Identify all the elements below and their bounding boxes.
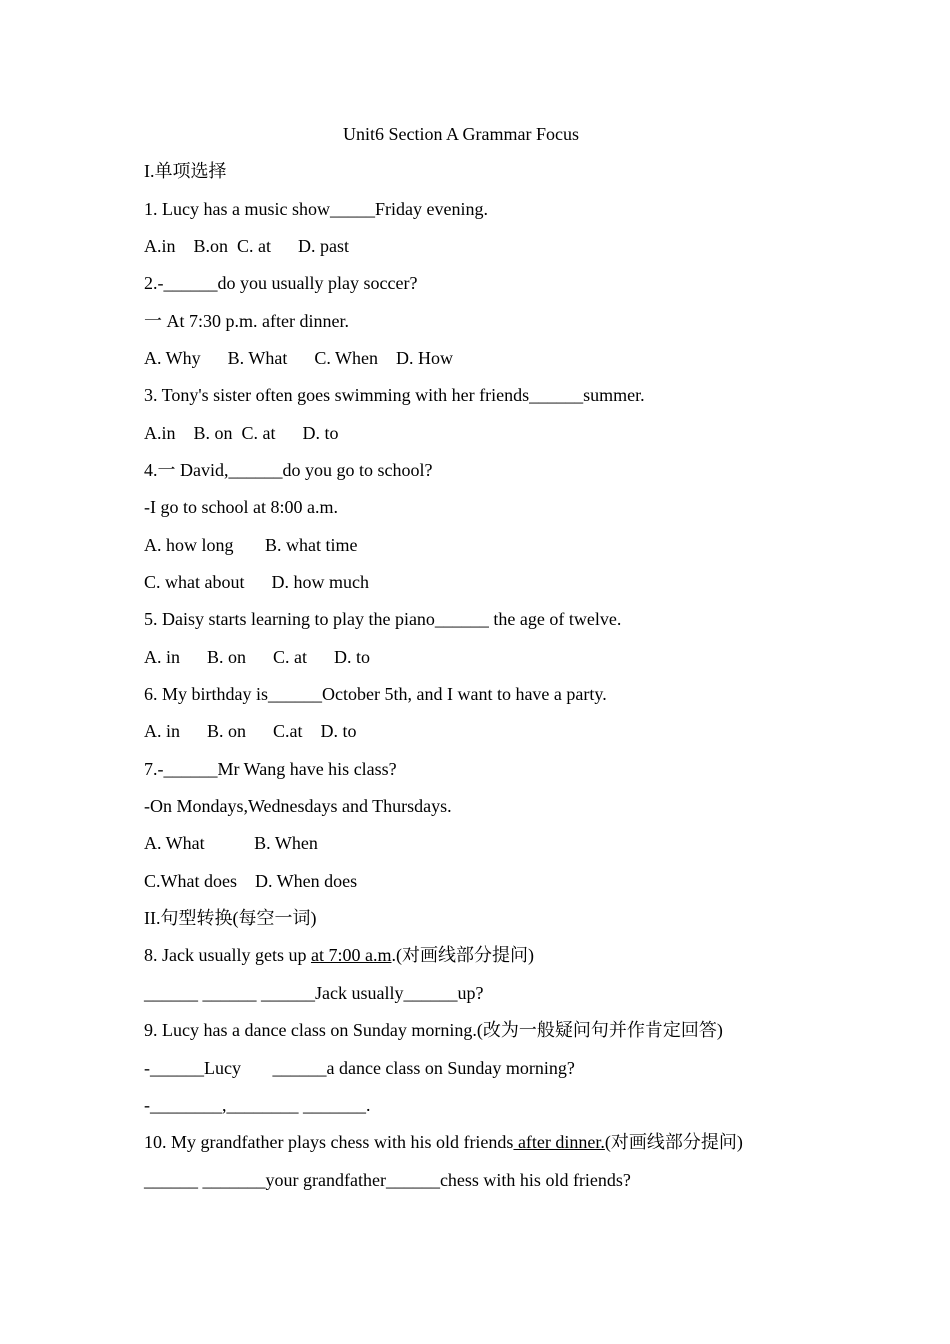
question-1-stem: 1. Lucy has a music show_____Friday evening. — [144, 199, 488, 219]
question-7-options-row-1: A. What B. When — [144, 833, 318, 853]
question-7-answer: -On Mondays,Wednesdays and Thursdays. — [144, 796, 452, 816]
question-7-options-row-2: C.What does D. When does — [144, 871, 358, 891]
question-4-answer: -I go to school at 8:00 a.m. — [144, 497, 338, 517]
question-5-options: A. in B. on C. at D. to — [144, 647, 371, 667]
question-10-underlined-phrase: after dinner. — [513, 1132, 605, 1152]
question-5-stem: 5. Daisy starts learning to play the piano______ the age of twelve. — [144, 609, 622, 629]
question-6-stem: 6. My birthday is______October 5th, and I want to have a party. — [144, 684, 607, 704]
question-4-options-row-1: A. how long B. what time — [144, 535, 358, 555]
question-4-stem: 4.一 David,______do you go to school? — [144, 460, 433, 480]
page-title: Unit6 Section A Grammar Focus — [343, 124, 579, 144]
question-1-options: A.in B.on C. at D. past — [144, 236, 349, 256]
question-7-stem: 7.-______Mr Wang have his class? — [144, 759, 397, 779]
question-8-underlined-phrase: at 7:00 a.m — [310, 945, 392, 965]
question-3-stem: 3. Tony's sister often goes swimming with her friends______summer. — [144, 385, 645, 405]
question-8-stem — [144, 944, 534, 966]
question-10-stem-after: (对画线部分提问) — [604, 1132, 743, 1152]
question-10-stem-before: 10. My grandfather plays chess with his old friends — [144, 1132, 514, 1152]
question-9-stem: 9. Lucy has a dance class on Sunday morning.(改为一般疑问句并作肯定回答) — [144, 1020, 723, 1040]
question-3-options: A.in B. on C. at D. to — [144, 423, 339, 443]
question-2-options: A. Why B. What C. When D. How — [144, 348, 453, 368]
question-6-options: A. in B. on C.at D. to — [144, 721, 357, 741]
question-2-stem: 2.-______do you usually play soccer? — [144, 273, 418, 293]
question-10-stem — [144, 1131, 743, 1153]
question-10-blanks: ______ _______your grandfather______chess with his old friends? — [144, 1170, 631, 1190]
question-8-stem-after: .(对画线部分提问) — [391, 945, 534, 965]
question-8-stem-before: 8. Jack usually gets up — [144, 945, 311, 965]
section-heading-sentence-transformation: II.句型转换(每空一词) — [144, 908, 317, 928]
question-9-blanks-question: -______Lucy ______a dance class on Sunday morning? — [144, 1058, 575, 1078]
question-2-answer: 一 At 7:30 p.m. after dinner. — [144, 311, 349, 331]
section-heading-multiple-choice: I.单项选择 — [144, 161, 227, 181]
question-9-blanks-answer: -________,________ _______. — [144, 1095, 371, 1115]
question-8-blanks: ______ ______ ______Jack usually______up? — [144, 983, 484, 1003]
question-4-options-row-2: C. what about D. how much — [144, 572, 369, 592]
